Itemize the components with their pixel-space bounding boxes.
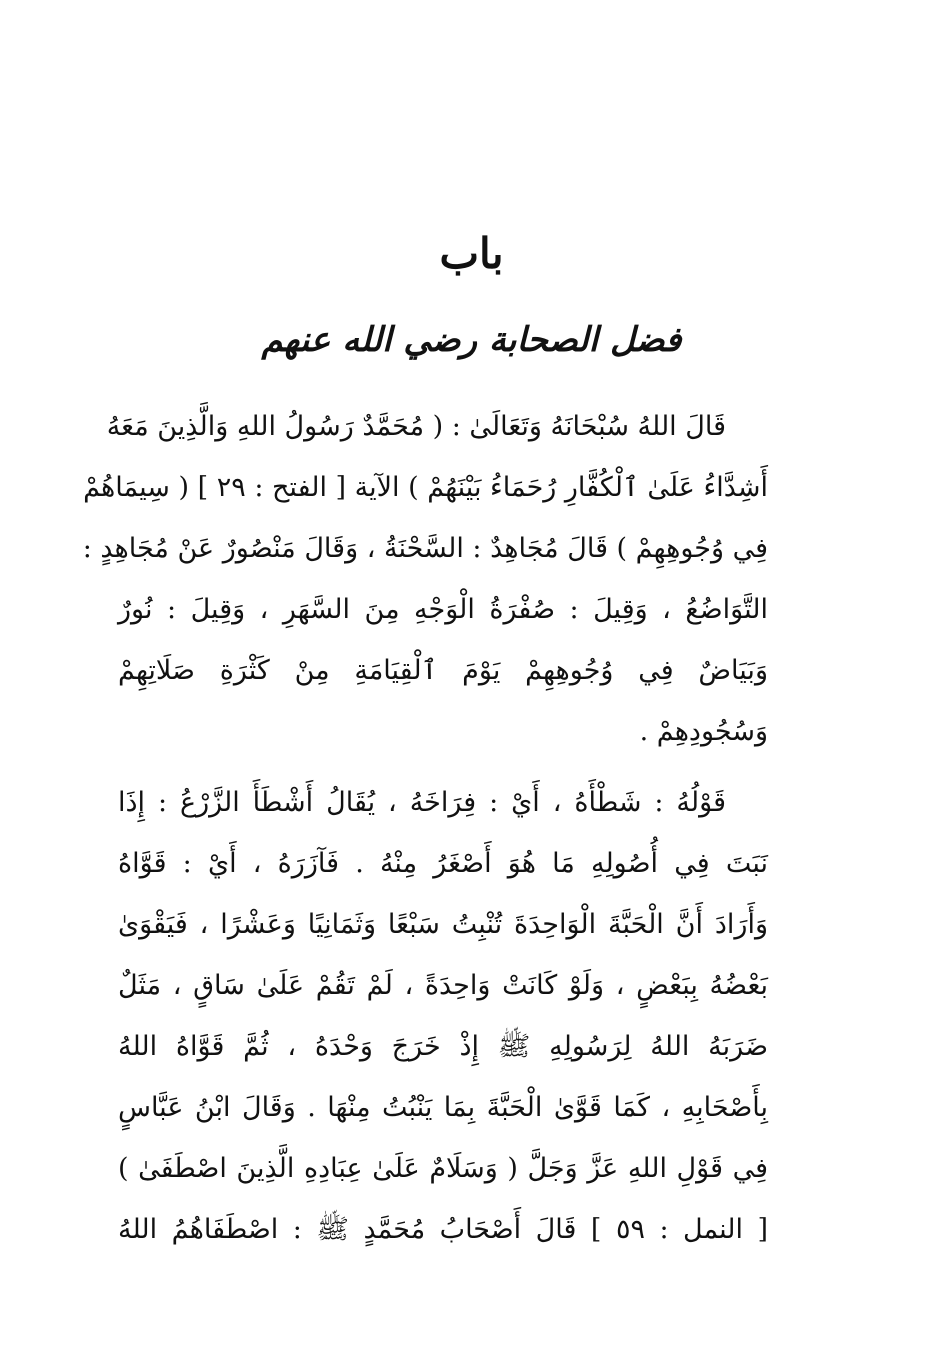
paragraph-1: [82, 396, 768, 762]
paragraph-line: فِي وُجُوهِهِمْ ) قَالَ مُجَاهِدٌ : السَّحْنَةُ ، وَقَالَ مَنْصُورٌ عَنْ مُجَاهِدٍ :: [82, 533, 768, 564]
paragraph-line: قَالَ اللهُ سُبْحَانَهُ وَتَعَالَىٰ : ( مُحَمَّدٌ رَسُولُ اللهِ وَالَّذِينَ مَعَهُ: [106, 411, 726, 442]
paragraph-line: فِي قَوْلِ اللهِ عَزَّ وَجَلَّ ( وَسَلَامٌ عَلَىٰ عِبَادِهِ الَّذِينَ اصْطَفَىٰ ): [118, 1153, 768, 1184]
paragraph-line: بَعْضُهُ بِبَعْضٍ ، وَلَوْ كَانَتْ وَاحِدَةً ، لَمْ تَقُمْ عَلَىٰ سَاقٍ ، مَثَلٌ: [118, 970, 768, 1001]
paragraph-line: وَسُجُودِهِمْ .: [639, 716, 768, 747]
chapter-heading: باب: [439, 229, 504, 278]
paragraph-line: بِأَصْحَابِهِ ، كَمَا قَوَّىٰ الْحَبَّةَ بِمَا يَنْبُتُ مِنْهَا . وَقَالَ ابْنُ عَبَّاسٍ: [118, 1092, 768, 1123]
paragraph-line: قَوْلُهُ : شَطْأَهُ ، أَيْ : فِرَاخَهُ ، يُقَالُ أَشْطَأَ الزَّرْعُ : إِذَا: [118, 787, 726, 818]
paragraph-line: وَبَيَاضٌ فِي وُجُوهِهِمْ يَوْمَ ٱلْقِيَامَةِ مِنْ كَثْرَةِ صَلَاتِهِمْ: [118, 655, 768, 686]
paragraph-line: [ النمل : ٥٩ ] قَالَ أَصْحَابُ مُحَمَّدٍ ﷺ : اصْطَفَاهُمُ اللهُ: [118, 1214, 768, 1245]
paragraph-line: ضَرَبَهُ اللهُ لِرَسُولِهِ ﷺ إِذْ خَرَجَ وَحْدَهُ ، ثُمَّ قَوَّاهُ اللهُ: [118, 1031, 768, 1062]
paragraph-line: نَبَتَ فِي أُصُولِهِ مَا هُوَ أَصْغَرُ مِنْهُ . فَآزَرَهُ ، أَيْ : قَوَّاهُ: [118, 848, 768, 879]
paragraph-line: التَّوَاضُعُ ، وَقِيلَ : صُفْرَةُ الْوَجْهِ مِنَ السَّهَرِ ، وَقِيلَ : نُورٌ: [118, 594, 768, 625]
paragraph-line: أَشِدَّاءُ عَلَىٰ ٱلْكُفَّارِ رُحَمَاءُ بَيْنَهُمْ ) الآية [ الفتح : ٢٩ ] ( سِيمَاهُمْ: [83, 472, 768, 503]
paragraph-line: وَأَرَادَ أَنَّ الْحَبَّةَ الْوَاحِدَةَ تُنْبِتُ سَبْعًا وَثَمَانِيًا وَعَشْرًا ، فَيَقْوَىٰ: [118, 909, 768, 940]
chapter-title: فضل الصحابة رضي الله عنهم: [261, 320, 682, 360]
paragraph-2: [118, 772, 768, 1260]
